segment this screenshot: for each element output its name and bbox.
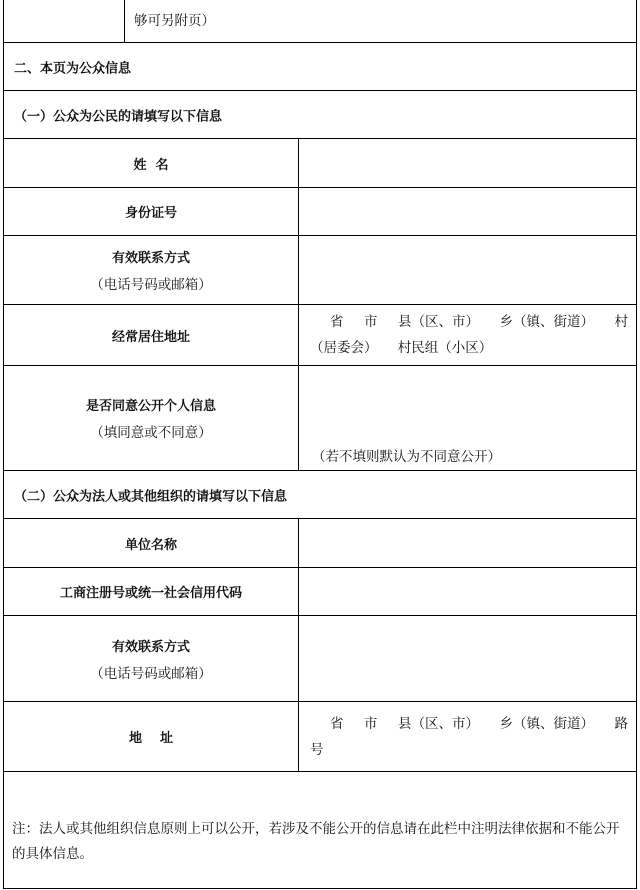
residence-township: 乡（镇、街道） [499,314,594,330]
name-label: 姓 名 [133,157,169,173]
legal-contact-sub: （电话号码或邮箱） [90,665,212,682]
name-field[interactable] [300,139,636,187]
residence-field[interactable] [300,305,636,365]
reg-code-field[interactable] [300,568,636,615]
consent-default-note: （若不填则默认为不同意公开） [312,449,501,465]
citizen-contact-label: 有效联系方式 [111,251,190,266]
section-two-title: 二、本页为公众信息 [14,61,132,76]
residence-committee: （居委会） [310,340,378,356]
unit-row [4,519,636,568]
address-province: 省 [330,715,344,732]
id-number-field[interactable] [300,188,636,235]
residence-province: 省 [330,314,344,330]
citizen-contact-row [4,236,636,305]
legal-contact-label: 有效联系方式 [111,639,190,655]
consent-label: 是否同意公开个人信息 [85,399,216,414]
residence-city: 市 [364,314,378,330]
address-county: 县（区、市） [398,715,479,732]
residence-label: 经常居住地址 [111,329,190,345]
citizen-heading: （一）公众为公民的请填写以下信息 [14,109,223,124]
residence-county: 县（区、市） [398,314,479,330]
citizen-heading-row [4,91,636,139]
section-two-row [4,43,636,91]
consent-row [4,366,636,471]
legal-heading: （二）公众为法人或其他组织的请填写以下信息 [14,489,288,504]
legal-address-field[interactable] [300,702,636,771]
id-row [4,188,636,236]
legal-address-row [4,702,636,772]
reg-label: 工商注册号或统一社会信用代码 [59,586,242,601]
unit-name-field[interactable] [300,519,636,567]
note-row[interactable] [4,772,636,889]
continued-text: 够可另附页） [134,13,215,29]
address-township: 乡（镇、街道） [499,715,594,732]
legal-contact-field[interactable] [300,616,636,701]
id-label: 身份证号 [124,206,177,221]
address-city: 市 [364,715,378,732]
address-number: 号 [310,741,324,758]
citizen-contact-field[interactable] [300,236,636,304]
consent-field[interactable] [300,366,636,470]
continued-row-empty-cell [4,0,125,42]
unit-label: 单位名称 [124,537,177,553]
consent-sub: （填同意或不同意） [90,425,212,441]
reg-row [4,568,636,616]
continued-row [4,0,636,43]
legal-contact-row [4,616,636,702]
name-row [4,139,636,188]
residence-row [4,305,636,366]
public-info-form [3,0,637,889]
citizen-contact-sub: （电话号码或邮箱） [90,277,212,293]
note-text: 注：法人或其他组织信息原则上可以公开，若涉及不能公开的信息请在此栏中注明法律依据和不能公开的具体信息。 [12,821,620,862]
legal-address-label: 地 址 [128,731,174,746]
legal-heading-row [4,471,636,519]
residence-group: 村民组（小区） [397,340,493,356]
address-road: 路 [614,715,628,732]
residence-village: 村 [614,314,628,330]
